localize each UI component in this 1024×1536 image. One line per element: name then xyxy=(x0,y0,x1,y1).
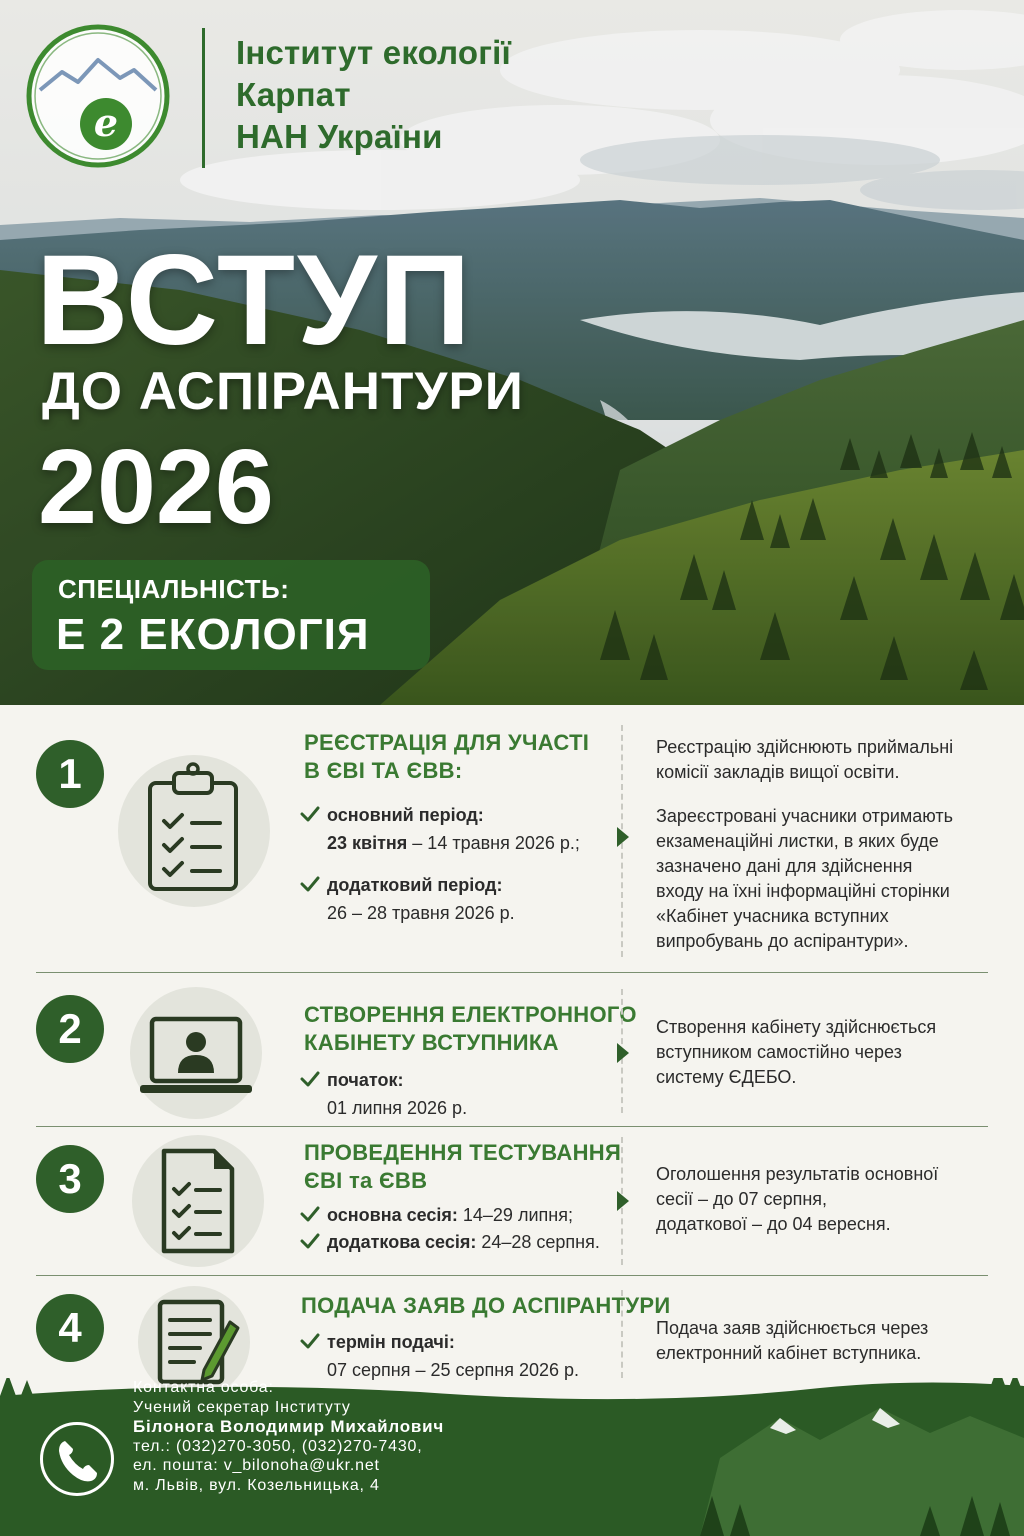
extra-session-value: 24–28 серпня. xyxy=(476,1232,600,1252)
step-1-side-paragraph-2 xyxy=(656,804,953,954)
side-line: Реєстрацію здійснюють приймальні xyxy=(656,737,954,757)
main-period-label: основний період: xyxy=(327,805,484,825)
step-1-icon-circle xyxy=(118,755,270,907)
specialty-badge xyxy=(32,560,430,670)
step-2-title-line-2: КАБІНЕТУ ВСТУПНИКА xyxy=(304,1030,559,1055)
side-line: входу на їхні інформаційні сторінки xyxy=(656,881,950,901)
contact-address: м. Львів, вул. Козельницька, 4 xyxy=(133,1476,380,1494)
institute-logo-icon xyxy=(22,20,174,172)
side-line: «Кабінет учасника вступних xyxy=(656,906,889,926)
hero-subtitle: ДО АСПІРАНТУРИ xyxy=(42,362,524,421)
step-1-title-line-2: В ЄВІ ТА ЄВВ: xyxy=(304,758,463,783)
extra-period-label: додатковий період: xyxy=(327,875,503,895)
side-line: Подача заяв здійснюється через xyxy=(656,1318,929,1338)
step-number-1: 1 xyxy=(36,740,104,808)
step-4-divider xyxy=(621,1290,623,1378)
contact-name: Білонога Володимир Михайлович xyxy=(133,1417,445,1436)
step-3 xyxy=(0,1127,1024,1275)
hero-year: 2026 xyxy=(38,428,274,546)
side-line: Створення кабінету здійснюється xyxy=(656,1017,937,1037)
contact-phone[interactable]: тел.: (032)270-3050, (032)270-7430, xyxy=(133,1437,423,1455)
step-2-icon-circle xyxy=(130,987,262,1119)
step-2-title-line-1: СТВОРЕННЯ ЕЛЕКТРОННОГО xyxy=(304,1002,637,1027)
step-1-item-extra-period xyxy=(300,871,610,931)
step-1-item-main-period xyxy=(300,801,610,861)
main-period-start: 23 квітня xyxy=(327,833,408,853)
side-line: сесії – до 07 серпня, xyxy=(656,1189,828,1209)
side-line: електронний кабінет вступника. xyxy=(656,1343,922,1363)
svg-text:e: e xyxy=(93,100,119,145)
step-3-title-line-2: ЄВІ та ЄВВ xyxy=(304,1168,428,1193)
step-3-icon-circle xyxy=(132,1135,264,1267)
step-3-title-line-1: ПРОВЕДЕННЯ ТЕСТУВАННЯ xyxy=(304,1140,622,1165)
step-3-side-paragraph xyxy=(656,1162,938,1237)
test-document-icon xyxy=(132,1135,264,1267)
checkmark-icon xyxy=(300,805,320,823)
step-1-title-line-1: РЕЄСТРАЦІЯ ДЛЯ УЧАСТІ xyxy=(304,730,590,755)
main-period-end: – 14 травня 2026 р.; xyxy=(407,833,580,853)
checkmark-icon xyxy=(300,1232,320,1250)
step-number-3: 3 xyxy=(36,1145,104,1213)
start-value: 01 липня 2026 р. xyxy=(327,1098,468,1118)
checkmark-icon xyxy=(300,1205,320,1223)
step-number-2: 2 xyxy=(36,995,104,1063)
specialty-label: СПЕЦІАЛЬНІСТЬ: xyxy=(58,574,290,604)
step-4 xyxy=(0,1276,1024,1386)
step-1 xyxy=(0,705,1024,973)
laptop-user-icon xyxy=(130,987,262,1119)
main-session-label: основна сесія: xyxy=(327,1205,458,1225)
contact-email[interactable]: ел. пошта: v_bilonoha@ukr.net xyxy=(133,1457,380,1474)
step-4-title-line-1: ПОДАЧА ЗАЯВ ДО АСПІРАНТУРИ xyxy=(301,1293,671,1318)
deadline-value: 07 серпня – 25 серпня 2026 р. xyxy=(327,1360,580,1380)
step-2-side-paragraph xyxy=(656,1015,936,1090)
side-line: комісії закладів вищої освіти. xyxy=(656,762,900,782)
checkmark-icon xyxy=(300,875,320,893)
start-label: початок: xyxy=(327,1070,404,1090)
institute-name-line-2: Карпат xyxy=(236,76,351,113)
checkmark-icon xyxy=(300,1332,320,1350)
main-session-value: 14–29 липня; xyxy=(457,1205,573,1225)
phone-icon-circle xyxy=(40,1422,114,1496)
step-2-item-start xyxy=(300,1066,610,1124)
side-line: випробувань до аспірантури». xyxy=(656,931,909,951)
extra-session-label: додаткова сесія: xyxy=(327,1232,477,1252)
hero-title: ВСТУП xyxy=(36,229,473,372)
step-2 xyxy=(0,973,1024,1125)
contact-footer xyxy=(0,1378,1024,1536)
step-4-title xyxy=(301,1292,670,1320)
checkmark-icon xyxy=(300,1070,320,1088)
step-1-arrow-icon xyxy=(617,827,629,847)
step-3-arrow-icon xyxy=(617,1191,629,1211)
contact-label: Контактна особа: xyxy=(133,1379,274,1396)
step-4-side-paragraph xyxy=(656,1316,928,1366)
side-line: зазначено дані для здійснення xyxy=(656,856,913,876)
side-line: додаткової – до 04 вересня. xyxy=(656,1214,891,1234)
step-number-4: 4 xyxy=(36,1294,104,1362)
step-3-title xyxy=(304,1139,621,1195)
hero-banner xyxy=(0,0,1024,705)
contact-role: Учений секретар Інституту xyxy=(133,1398,351,1416)
clipboard-checklist-icon xyxy=(118,755,270,907)
institute-name-line-1: Інститут екології xyxy=(236,34,512,71)
institute-name xyxy=(236,32,511,158)
step-1-side-paragraph-1 xyxy=(656,735,953,785)
side-line: Оголошення результатів основної xyxy=(656,1164,939,1184)
logo-divider xyxy=(202,28,205,168)
side-line: вступником самостійно через xyxy=(656,1042,902,1062)
step-3-item-extra-session xyxy=(300,1228,610,1256)
step-2-title xyxy=(304,1001,637,1057)
contact-info xyxy=(133,1378,444,1495)
specialty-value: E 2 ЕКОЛОГІЯ xyxy=(56,610,370,659)
deadline-label: термін подачі: xyxy=(327,1332,455,1352)
institute-name-line-3: НАН України xyxy=(236,118,443,155)
side-line: екзаменаційні листки, в яких буде xyxy=(656,831,939,851)
phone-icon xyxy=(43,1425,111,1493)
step-3-item-main-session xyxy=(300,1201,610,1229)
side-line: систему ЄДЕБО. xyxy=(656,1067,797,1087)
extra-period-value: 26 – 28 травня 2026 р. xyxy=(327,903,515,923)
step-2-arrow-icon xyxy=(617,1043,629,1063)
side-line: Зареєстровані учасники отримають xyxy=(656,806,954,826)
step-1-title xyxy=(304,729,589,785)
